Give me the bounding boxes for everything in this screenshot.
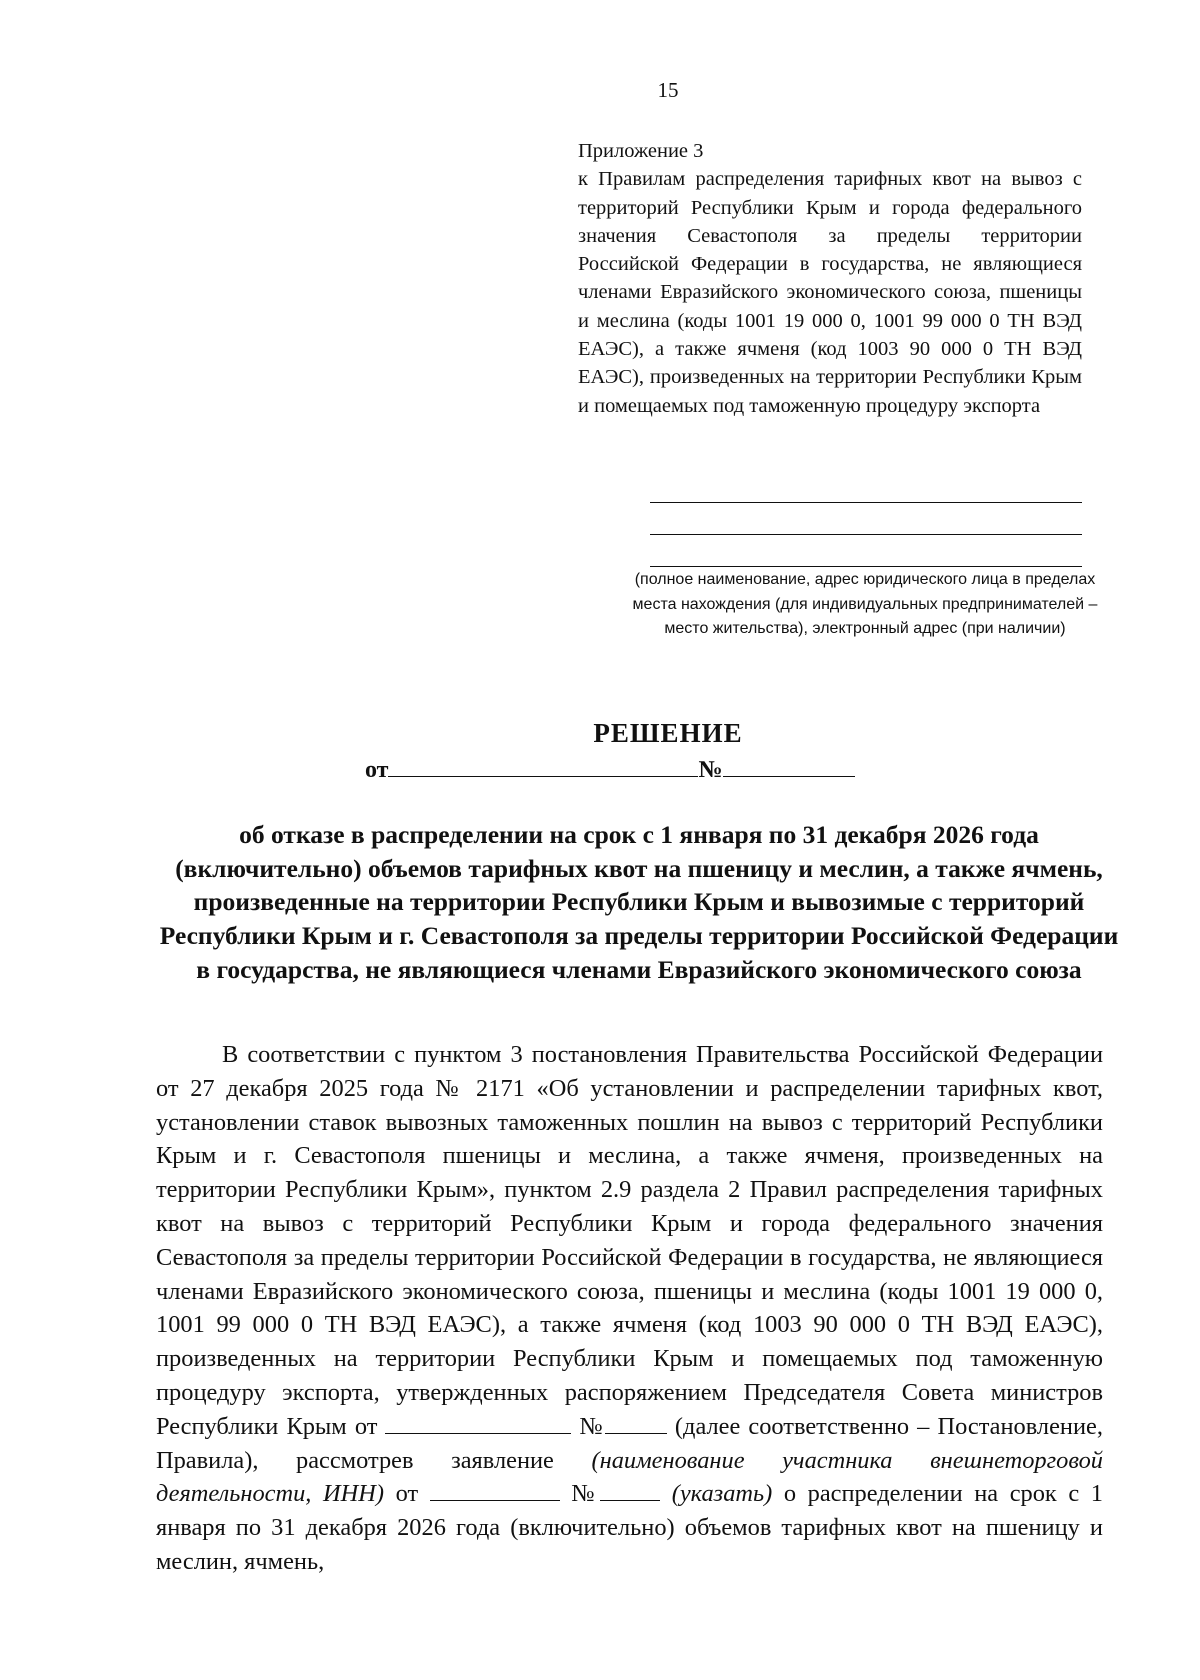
address-line-1[interactable] [650,502,1082,503]
address-line-3[interactable] [650,566,1082,567]
order-number-blank[interactable] [605,1411,667,1434]
applicant-placeholder: (наименование участника внешнеторговой деятельности, ИНН) [156,1446,1103,1508]
from-label: от [365,757,389,783]
appendix-text: к Правилам распределения тарифных квот на вывоз с территорий Республики Крым и города федерального значения Севастополя за пределы территории Российской Федерации в государства, не являющиеся членами Евразийского экономического союза, пшеницы и меслина (коды 1001 19 000 0, 1001 99 000 0 ТН ВЭД ЕАЭС), а также ячменя (код 1003 90 000 0 ТН ВЭД ЕАЭС), произведенных на территории Республики Крым и помещаемых под таможенную процедуру экспорта [578,168,1082,417]
decision-title: РЕШЕНИЕ [593,718,743,748]
from-word: от [395,1480,419,1508]
body-part-2: (далее соответственно – Постановление, Правила), рассмотрев заявление [156,1412,1103,1474]
main-paragraph [156,1038,1103,1579]
address-caption: (полное наименование, адрес юридического лица в пределах места нахождения (для индивидуальных предпринимателей – место жительства), электронный адрес (при наличии) [632,571,1098,637]
decision-date-blank[interactable] [388,752,698,777]
body-part-1: В соответствии с пунктом 3 постановления Правительства Российской Федерации от 27 декабря 2025 года № 2171 «Об установлении и распределении тарифных квот, установлении ставок вывозных таможенных пошлин на вывоз с территорий Республики Крым и г. Севастополя пшеницы и меслина, а также ячменя, произведенных на территории Республики Крым», пунктом 2.9 раздела 2 Правил распределения тарифных квот на вывоз с территорий Республики Крым и города федерального значения Севастополя за пределы территории Российской Федерации в государства, не являющиеся членами Евразийского экономического союза, пшеницы и меслина (коды 1001 19 000 0, 1001 99 000 0 ТН ВЭД ЕАЭС), а также ячменя (код 1003 90 000 0 ТН ВЭД ЕАЭС), произведенных на территории Республики Крым и помещаемых под таможенную процедуру экспорта, утвержденных распоряжением Председателя Совета министров Республики Крым от [156,1041,1103,1440]
application-number-blank[interactable] [600,1478,660,1501]
appendix-title: Приложение 3 [578,140,704,162]
page-number: 15 [657,78,679,102]
number-sign-2: № [571,1480,601,1508]
application-date-blank[interactable] [430,1478,560,1501]
number-sign-1: № [579,1412,605,1440]
number-label: № [698,757,723,783]
body-part-3: о распределении на срок с 1 января по 31 декабря 2026 года (включительно) объемов тарифных квот на пшеницу и меслин, ячмень, [156,1480,1103,1575]
decision-number-blank[interactable] [723,752,855,777]
decision-subject: об отказе в распределении на срок с 1 января по 31 декабря 2026 года (включительно) объемов тарифных квот на пшеницу и меслин, а также ячмень, произведенные на территории Республики Крым и вывозимые с территорий Республики Крым и г. Севастополя за пределы территории Российской Федерации в государства, не являющиеся членами Евразийского экономического союза [159,820,1119,984]
decision-date-number-line [365,752,925,784]
order-date-blank[interactable] [385,1411,571,1434]
address-line-2[interactable] [650,534,1082,535]
appendix-block [578,137,1082,420]
specify-placeholder: (указать) [671,1480,773,1508]
